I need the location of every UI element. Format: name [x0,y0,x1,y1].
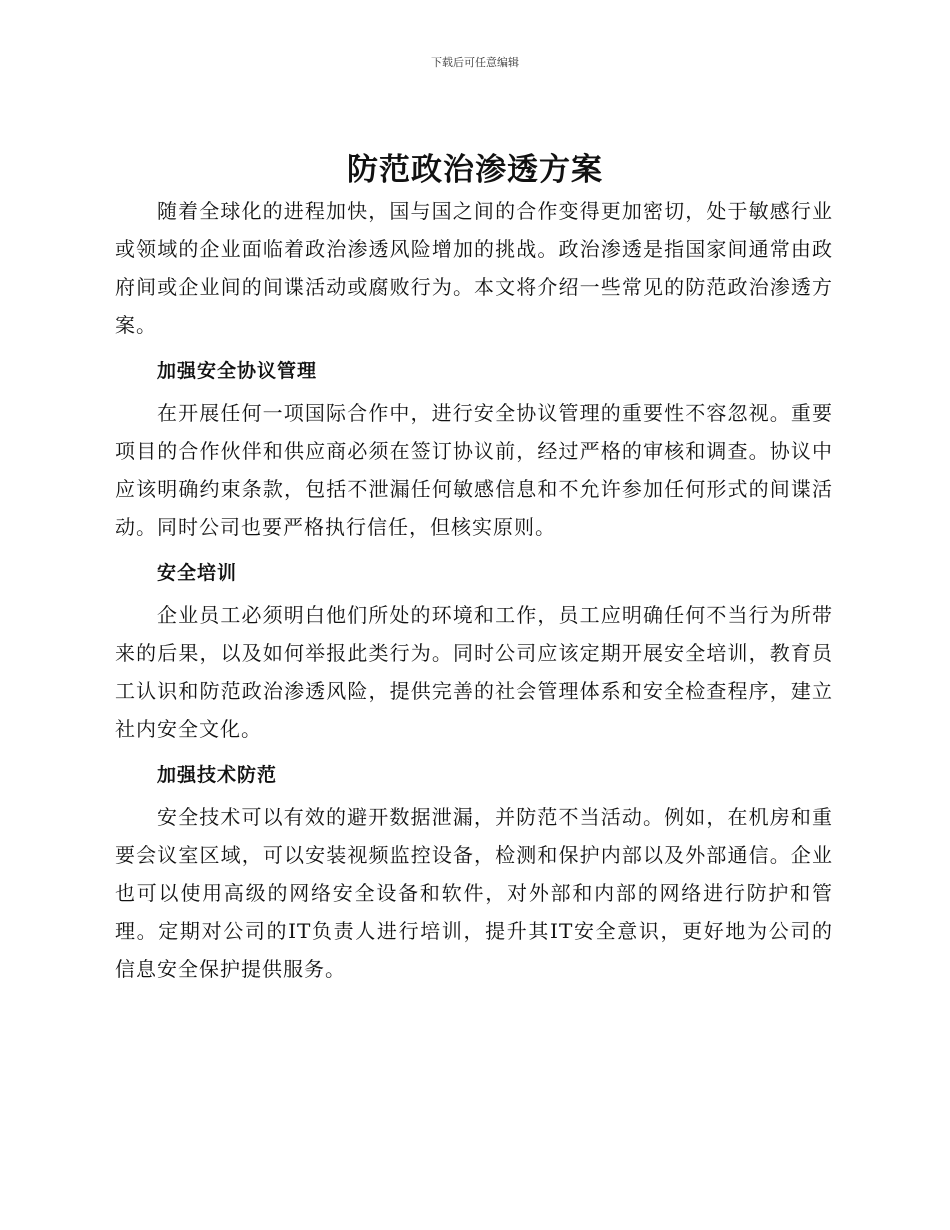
section-security-training [115,554,833,748]
section-heading: 安全培训 [157,562,238,584]
section-paragraph: 企业员工必须明白他们所处的环境和工作，员工应明确任何不当行为所带来的后果，以及如何举报此类行为。同时公司应该定期开展安全培训，教育员工认识和防范政治渗透风险，提供完善的社会管理体系和安全检查程序，建立社内安全文化。 [115,603,833,741]
section-heading: 加强安全协议管理 [157,360,318,382]
section-heading: 加强技术防范 [157,764,278,786]
intro-paragraph: 随着全球化的进程加快，国与国之间的合作变得更加密切，处于敏感行业或领域的企业面临着政治渗透风险增加的挑战。政治渗透是指国家间通常由政府间或企业间的间谍活动或腐败行为。本文将介绍一些常见的防范政治渗透方案。 [115,199,833,337]
document-body [115,192,833,988]
section-security-agreement [115,352,833,546]
section-technical-defense [115,756,833,988]
page-header-note: 下载后可任意编辑 [431,56,519,69]
document-title: 防范政治渗透方案 [347,152,603,188]
section-paragraph: 安全技术可以有效的避开数据泄漏，并防范不当活动。例如，在机房和重要会议室区域，可以安装视频监控设备，检测和保护内部以及外部通信。企业也可以使用高级的网络安全设备和软件，对外部和内部的网络进行防护和管理。定期对公司的IT负责人进行培训，提升其IT安全意识，更好地为公司的信息安全保护提供服务。 [115,805,833,981]
section-paragraph: 在开展任何一项国际合作中，进行安全协议管理的重要性不容忽视。重要项目的合作伙伴和供应商必须在签订协议前，经过严格的审核和调查。协议中应该明确约束条款，包括不泄漏任何敏感信息和不允许参加任何形式的间谍活动。同时公司也要严格执行信任，但核实原则。 [115,401,833,539]
